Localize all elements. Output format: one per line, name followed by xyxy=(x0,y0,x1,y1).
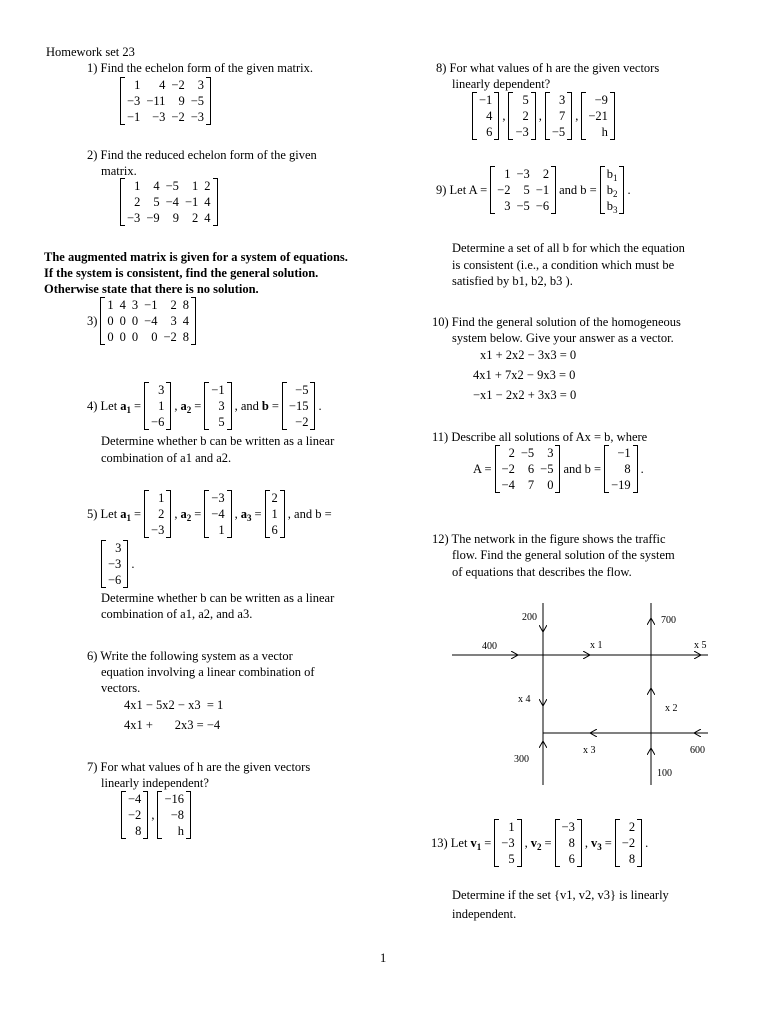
vector-entry: 8 xyxy=(628,852,636,866)
vector-entry: 8 xyxy=(568,836,575,850)
vector-entry: −8 xyxy=(170,808,184,822)
vector-entry: −15 xyxy=(288,399,309,413)
matrix-cell: 2 xyxy=(542,167,550,181)
matrix-cell: 3 xyxy=(197,78,205,92)
q13-v1-name: $v_1$ xyxy=(470,836,482,852)
matrix-cell: 0 xyxy=(119,330,126,344)
q10-equation-3: −x1 − 2x2 + 3x3 = 0 xyxy=(473,388,577,402)
q9-definition: 9) Let A = 1 −3 2 −2 5 −1 3 −5 −6 and b = $b_1$ $b_2$ $b_3$ . xyxy=(436,167,631,215)
matrix-cell: 8 xyxy=(182,298,190,312)
q12-prompt: 12) The network in the figure shows the traffic xyxy=(432,532,666,546)
q4-a1-name: $a_1$ xyxy=(120,399,131,415)
label-100: 100 xyxy=(657,768,672,779)
q2-prompt-cont: matrix. xyxy=(101,164,137,178)
vector-entry: −3 xyxy=(515,125,529,139)
vector-entry: −2 xyxy=(295,415,309,429)
matrix-cell: 0 xyxy=(107,314,114,328)
matrix-cell: −2 xyxy=(171,78,185,92)
vector-entry: −3 xyxy=(211,491,225,505)
matrix-cell: −5 xyxy=(520,446,535,460)
q11-prompt: 11) Describe all solutions of Ax = b, where xyxy=(432,430,648,444)
q6-prompt-cont1: equation involving a linear combination of xyxy=(101,665,315,679)
vector-entry: $b_2$ xyxy=(606,183,618,199)
matrix-cell: 0 xyxy=(151,330,158,344)
vector-entry: 1 xyxy=(271,507,278,521)
matrix-cell: 8 xyxy=(182,330,190,344)
q5-a3-name: $a_3$ xyxy=(240,507,252,523)
q10-prompt-cont: system below. Give your answer as a vector. xyxy=(452,331,674,345)
q8-vector-3 xyxy=(545,92,572,140)
label-300: 300 xyxy=(514,754,529,765)
q5-a2-vector xyxy=(204,490,231,538)
matrix-cell: 4 xyxy=(204,211,211,225)
vector-entry: 8 xyxy=(624,462,631,476)
q7-prompt: 7) For what values of h are the given vectors xyxy=(87,760,311,774)
matrix-cell: 2 xyxy=(170,298,177,312)
matrix-cell: 0 xyxy=(119,314,126,328)
vector-entry: 2 xyxy=(628,820,636,834)
matrix-cell: −6 xyxy=(535,199,550,213)
label-700: 700 xyxy=(661,615,676,626)
matrix-cell: 3 xyxy=(131,298,139,312)
vector-entry: 6 xyxy=(568,852,575,866)
instructions-line1: The augmented matrix is given for a system of equations. xyxy=(44,250,348,264)
q4-a1-vector xyxy=(144,382,171,430)
q5-a1-name: $a_1$ xyxy=(120,507,131,523)
vector-entry: 2 xyxy=(271,491,278,505)
vector-entry: −6 xyxy=(108,573,122,587)
label-x4: x 4 xyxy=(518,694,531,705)
matrix-cell: −2 xyxy=(501,462,515,476)
instructions-line2: If the system is consistent, find the general solution. xyxy=(44,266,319,280)
vector-entry: 1 xyxy=(508,820,515,834)
vector-entry: −3 xyxy=(151,523,165,537)
vector-entry: 1 xyxy=(218,523,225,537)
label-x5: x 5 xyxy=(694,640,707,651)
matrix-cell: −1 xyxy=(535,183,550,197)
q6-equation-1: 4x1 − 5x2 − x3 = 1 xyxy=(124,698,224,712)
q5-a2-name: $a_2$ xyxy=(180,507,192,523)
matrix-cell: 3 xyxy=(504,199,511,213)
matrix-cell: 2 xyxy=(204,179,211,193)
matrix-cell: −2 xyxy=(163,330,177,344)
q9-matrix-A xyxy=(490,166,556,214)
q4-question-cont: combination of a1 and a2. xyxy=(101,451,232,465)
q13-v3-name: $v_3$ xyxy=(590,836,602,852)
vector-entry: −4 xyxy=(211,507,225,521)
matrix-cell: 1 xyxy=(192,179,199,193)
vector-entry: −3 xyxy=(501,836,515,850)
q9-b-vector xyxy=(600,166,625,214)
q10-equation-2: 4x1 + 7x2 − 9x3 = 0 xyxy=(473,368,576,382)
q9-question-cont2: satisfied by b1, b2, b3 ). xyxy=(452,274,573,288)
matrix-cell: −2 xyxy=(171,110,185,124)
matrix-cell: −1 xyxy=(144,298,158,312)
page-number: 1 xyxy=(380,951,387,965)
q3-label: 3) xyxy=(87,314,98,328)
matrix-cell: 1 xyxy=(134,78,141,92)
matrix-cell: −4 xyxy=(144,314,158,328)
q5-b-vector xyxy=(101,540,128,588)
q5-a1-vector xyxy=(144,490,171,538)
matrix-cell: 2 xyxy=(508,446,515,460)
matrix-cell: 4 xyxy=(159,78,166,92)
q9-question: Determine a set of all b for which the equation xyxy=(452,241,685,255)
matrix-cell: 3 xyxy=(547,446,554,460)
matrix-cell: −3 xyxy=(190,110,205,124)
vector-entry: 3 xyxy=(218,399,225,413)
vector-entry: 7 xyxy=(558,109,566,123)
matrix-cell: 9 xyxy=(178,94,185,108)
q8-vectors: −1 4 6 , 5 2 −3 , 3 7 −5 , −9 −21 h xyxy=(472,92,615,140)
label-200: 200 xyxy=(522,612,537,623)
q11-matrix-A xyxy=(495,445,561,493)
vector-entry: 6 xyxy=(271,523,278,537)
q3 xyxy=(87,297,196,345)
vector-entry: −6 xyxy=(151,415,165,429)
vector-entry: −21 xyxy=(588,109,608,123)
q13-v2-vector xyxy=(555,819,582,867)
matrix-cell: 4 xyxy=(204,195,211,209)
q13-question: Determine if the set {v1, v2, v3} is linearly xyxy=(452,888,669,902)
q5-question-cont: combination of a1, a2, and a3. xyxy=(101,607,253,621)
vector-entry: −3 xyxy=(561,820,575,834)
vector-entry: $b_1$ xyxy=(606,167,618,183)
q4-b-vector xyxy=(282,382,316,430)
vector-entry: 1 xyxy=(158,399,165,413)
matrix-cell: −4 xyxy=(165,195,179,209)
matrix-cell: 0 xyxy=(131,330,139,344)
q8-prompt: 8) For what values of h are the given vectors xyxy=(436,61,660,75)
matrix-cell: −5 xyxy=(190,94,205,108)
q12-prompt-cont2: of equations that describes the flow. xyxy=(452,565,632,579)
matrix-cell: 7 xyxy=(527,478,535,492)
vector-entry: −9 xyxy=(594,93,608,107)
q7-vector-2 xyxy=(157,791,191,839)
q11-b-vector xyxy=(604,445,638,493)
q13-v2-name: $v_2$ xyxy=(530,836,542,852)
q6-prompt: 6) Write the following system as a vector xyxy=(87,649,293,663)
vector-entry: 1 xyxy=(158,491,165,505)
q1-matrix xyxy=(120,77,211,125)
label-400: 400 xyxy=(482,641,497,652)
q13-v3-vector xyxy=(615,819,642,867)
q7-prompt-cont: linearly independent? xyxy=(101,776,209,790)
matrix-cell: 4 xyxy=(182,314,190,328)
q4-lead: 4) Let xyxy=(87,399,118,413)
q7-vector-1 xyxy=(121,791,148,839)
matrix-cell: 0 xyxy=(131,314,139,328)
matrix-cell: 4 xyxy=(119,298,126,312)
label-x1: x 1 xyxy=(590,640,603,651)
matrix-cell: 0 xyxy=(547,478,554,492)
vector-entry: 4 xyxy=(486,109,493,123)
q4-a2-name: $a_2$ xyxy=(180,399,192,415)
vector-entry: −4 xyxy=(128,792,142,806)
vector-entry: $b_3$ xyxy=(606,199,618,215)
q8-vector-2 xyxy=(508,92,535,140)
q10-equation-1: x1 + 2x2 − 3x3 = 0 xyxy=(480,348,577,362)
matrix-cell: 1 xyxy=(134,179,141,193)
matrix-cell: −11 xyxy=(146,94,166,108)
matrix-cell: 1 xyxy=(107,298,114,312)
page-title: Homework set 23 xyxy=(46,45,135,59)
vector-entry: 2 xyxy=(158,507,165,521)
vector-entry: 3 xyxy=(558,93,566,107)
q13-definition: 13) Let $v_1$ = 1 −3 5 , $v_2$ = −3 8 6 , $v_3$ = 2 −2 8 . xyxy=(431,820,649,866)
vector-entry: −19 xyxy=(611,478,631,492)
matrix-cell: 0 xyxy=(107,330,114,344)
matrix-cell: −4 xyxy=(501,478,515,492)
vector-entry: 5 xyxy=(522,93,529,107)
vector-entry: 5 xyxy=(218,415,225,429)
q5-definition: 5) Let $a_1$ = 1 2 −3 , $a_2$ = −3 −4 1 , $a_3$ = 2 1 6 , and b = xyxy=(87,491,332,537)
q4-definition: 4) Let $a_1$ = 3 1 −6 , $a_2$ = −1 3 5 , and b = −5 −15 −2 . xyxy=(87,383,322,429)
traffic-network-diagram xyxy=(440,598,712,790)
label-x3: x 3 xyxy=(583,745,596,756)
matrix-cell: −2 xyxy=(497,183,511,197)
matrix-cell: −1 xyxy=(127,110,141,124)
q8-vector-4 xyxy=(581,92,615,140)
vector-entry: −1 xyxy=(211,383,225,397)
vector-entry: −1 xyxy=(617,446,631,460)
q6-prompt-cont2: vectors. xyxy=(101,681,141,695)
matrix-cell: 2 xyxy=(192,211,199,225)
q13-v1-vector xyxy=(494,819,521,867)
vector-entry: 8 xyxy=(135,824,142,838)
q3-matrix xyxy=(100,297,196,345)
vector-entry: 3 xyxy=(115,541,122,555)
matrix-cell: 3 xyxy=(170,314,177,328)
q10-prompt: 10) Find the general solution of the homogeneous xyxy=(432,315,681,329)
vector-entry: −3 xyxy=(108,557,122,571)
q13-question-cont: independent. xyxy=(452,907,517,921)
matrix-cell: 6 xyxy=(527,462,535,476)
label-600: 600 xyxy=(690,745,705,756)
matrix-cell: 5 xyxy=(153,195,160,209)
q7-vectors: −4 −2 8 , −16 −8 h xyxy=(121,791,191,839)
q4-question: Determine whether b can be written as a linear xyxy=(101,434,335,448)
q11-definition: A = 2 −5 3 −2 6 −5 −4 7 0 and b = −1 8 −19 . xyxy=(473,446,644,492)
vector-entry: 2 xyxy=(522,109,529,123)
vector-entry: h xyxy=(177,824,184,838)
q9-question-cont1: is consistent (i.e., a condition which must be xyxy=(452,258,675,272)
q4-b-name: b xyxy=(261,399,269,413)
vector-entry: 6 xyxy=(486,125,493,139)
matrix-cell: −3 xyxy=(127,94,141,108)
q12-prompt-cont1: flow. Find the general solution of the system xyxy=(452,548,675,562)
vector-entry: −2 xyxy=(128,808,142,822)
matrix-cell: 1 xyxy=(504,167,511,181)
vector-entry: 5 xyxy=(508,852,515,866)
q8-prompt-cont: linearly dependent? xyxy=(452,77,551,91)
q2-prompt: 2) Find the reduced echelon form of the given xyxy=(87,148,317,162)
vector-entry: −2 xyxy=(621,836,636,850)
matrix-cell: −5 xyxy=(165,179,179,193)
matrix-cell: −5 xyxy=(540,462,554,476)
q6-equation-2: 4x1 + 2x3 = −4 xyxy=(124,718,221,732)
label-x2: x 2 xyxy=(665,703,678,714)
matrix-cell: −9 xyxy=(146,211,160,225)
matrix-cell: 9 xyxy=(172,211,179,225)
matrix-cell: 2 xyxy=(134,195,141,209)
matrix-cell: −3 xyxy=(516,167,530,181)
vector-entry: h xyxy=(601,125,608,139)
q5-a3-vector xyxy=(265,490,285,538)
vector-entry: 3 xyxy=(158,383,165,397)
q4-a2-vector xyxy=(204,382,231,430)
q5-question: Determine whether b can be written as a linear xyxy=(101,591,335,605)
matrix-cell: 5 xyxy=(523,183,530,197)
matrix-cell: −5 xyxy=(516,199,530,213)
q2-matrix xyxy=(120,178,218,226)
vector-entry: −16 xyxy=(164,792,184,806)
matrix-cell: −3 xyxy=(127,211,141,225)
vector-entry: −5 xyxy=(551,125,566,139)
q8-vector-1 xyxy=(472,92,499,140)
vector-entry: −5 xyxy=(295,383,309,397)
matrix-cell: −3 xyxy=(152,110,166,124)
vector-entry: −1 xyxy=(479,93,493,107)
q5-b-vector-row: 3 −3 −6 . xyxy=(101,540,134,588)
matrix-cell: 4 xyxy=(153,179,160,193)
matrix-cell: −1 xyxy=(184,195,199,209)
instructions-line3: Otherwise state that there is no solution. xyxy=(44,282,259,296)
q1-prompt: 1) Find the echelon form of the given matrix. xyxy=(87,61,313,75)
